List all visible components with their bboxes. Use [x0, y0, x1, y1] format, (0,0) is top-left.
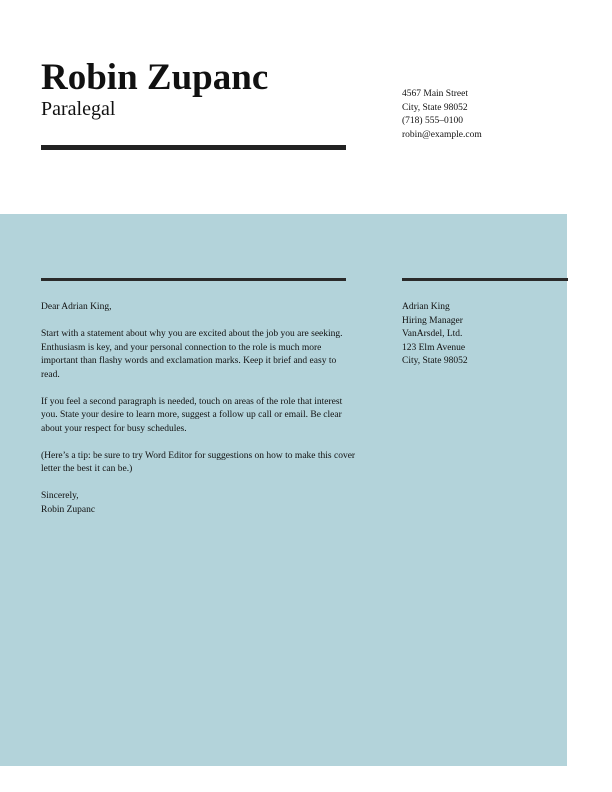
recipient-block	[402, 301, 468, 369]
letter-paragraph-1: Start with a statement about why you are excited about the job you are seeking. Enthusiasm is key, and your personal connection to the role is much more important than flashy words and exclamation marks. Keep it brief and easy to read.	[41, 329, 343, 380]
letter-rule	[41, 278, 346, 281]
closing: Sincerely,	[41, 491, 79, 501]
sender-email[interactable]: robin@example.com	[402, 129, 482, 140]
letter-body	[41, 301, 356, 517]
sender-city-state: City, State 98052	[402, 102, 468, 113]
recipient-rule	[402, 278, 568, 281]
letter-paragraph-2: If you feel a second paragraph is needed, touch on areas of the role that interest you. State your desire to learn more, suggest a follow up call or email. Be clear about your respect for busy schedules.	[41, 396, 343, 434]
recipient-title: Hiring Manager	[402, 315, 463, 326]
salutation: Dear Adrian King,	[41, 302, 112, 312]
recipient-name: Adrian King	[402, 302, 450, 312]
sender-phone: (718) 555–0100	[402, 116, 463, 126]
recipient-company: VanArsdel, Ltd.	[402, 329, 463, 339]
signature: Robin Zupanc	[41, 504, 96, 515]
sender-contact-block	[402, 88, 482, 142]
recipient-city-state: City, State 98052	[402, 356, 468, 366]
header-rule	[41, 145, 346, 150]
recipient-street: 123 Elm Avenue	[402, 342, 466, 353]
letter-paragraph-3: (Here’s a tip: be sure to try Word Editor for suggestions on how to make this cover letter the best it can be.)	[41, 450, 356, 474]
job-title: Paralegal	[41, 98, 116, 120]
sender-street: 4567 Main Street	[402, 89, 468, 99]
sender-name: Robin Zupanc	[41, 57, 269, 98]
